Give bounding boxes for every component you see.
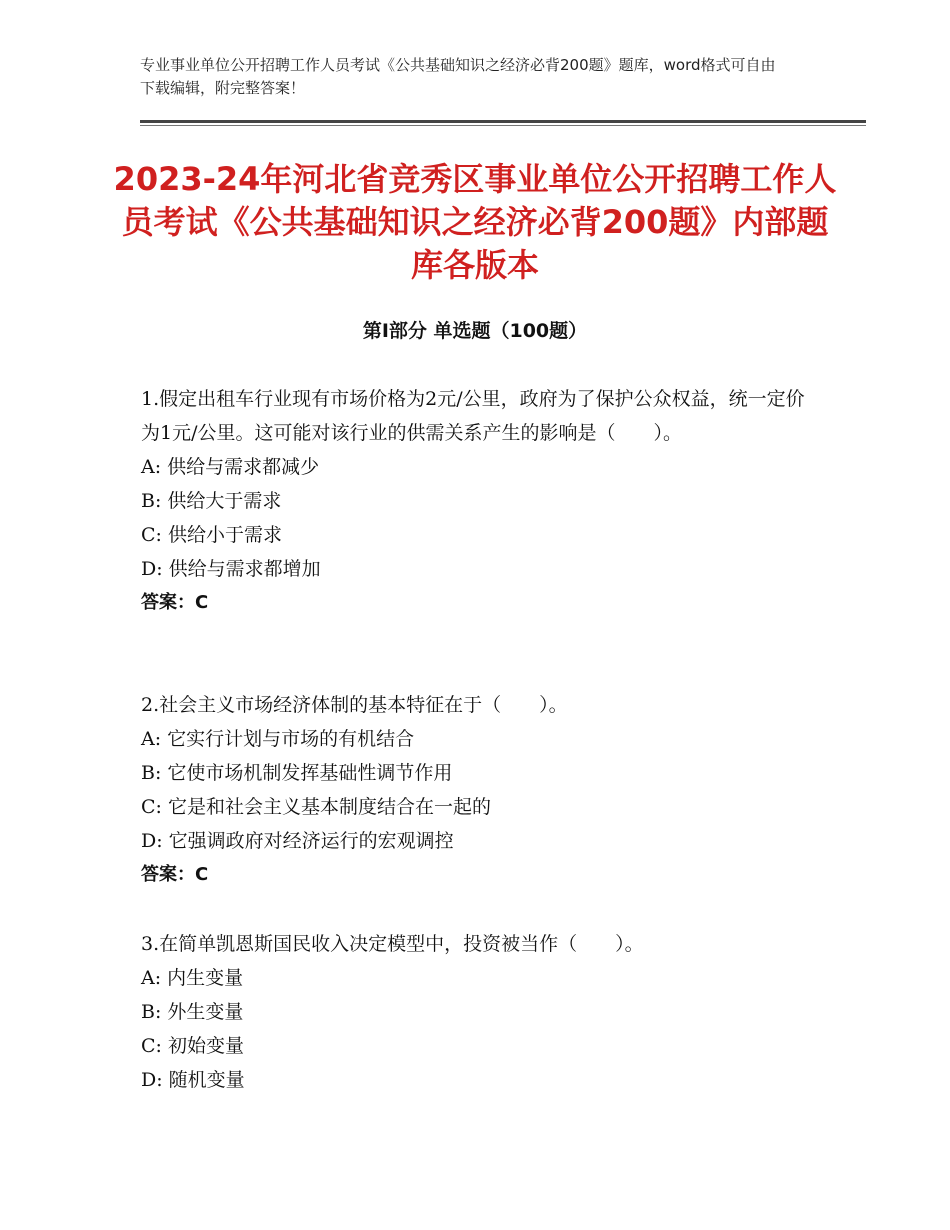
option-c: C: 初始变量 bbox=[141, 1035, 244, 1057]
question-3 bbox=[141, 927, 821, 1097]
answer: 答案：C bbox=[141, 864, 209, 885]
question-1 bbox=[141, 382, 821, 620]
option-d: D: 供给与需求都增加 bbox=[141, 558, 321, 580]
option-a: A: 内生变量 bbox=[141, 967, 244, 989]
option-c: C: 供给小于需求 bbox=[141, 524, 282, 546]
option-c: C: 它是和社会主义基本制度结合在一起的 bbox=[141, 796, 491, 818]
header-rule-thick bbox=[140, 120, 866, 123]
answer: 答案：C bbox=[141, 592, 209, 613]
question-stem: 2.社会主义市场经济体制的基本特征在于（ ）。 bbox=[141, 694, 568, 716]
option-b: B: 它使市场机制发挥基础性调节作用 bbox=[141, 762, 453, 784]
option-b: B: 外生变量 bbox=[141, 1001, 244, 1023]
option-d: D: 它强调政府对经济运行的宏观调控 bbox=[141, 830, 454, 852]
option-b: B: 供给大于需求 bbox=[141, 490, 282, 512]
option-d: D: 随机变量 bbox=[141, 1069, 245, 1091]
header-rule-thin bbox=[140, 125, 866, 126]
option-a: A: 它实行计划与市场的有机结合 bbox=[141, 728, 415, 750]
question-stem: 1.假定出租车行业现有市场价格为2元/公里，政府为了保护公众权益，统一定价为1元/公里。这可能对该行业的供需关系产生的影响是（ ）。 bbox=[141, 388, 805, 444]
section-title: 第Ⅰ部分 单选题（100题） bbox=[362, 320, 588, 342]
option-a: A: 供给与需求都减少 bbox=[141, 456, 320, 478]
document-title: 2023-24年河北省竞秀区事业单位公开招聘工作人员考试《公共基础知识之经济必背200题》内部题库各版本 bbox=[113, 160, 837, 284]
header-note: 专业事业单位公开招聘工作人员考试《公共基础知识之经济必背200题》题库，word格式可自由下载编辑，附完整答案！ bbox=[140, 56, 776, 97]
question-stem: 3.在简单凯恩斯国民收入决定模型中，投资被当作（ ）。 bbox=[141, 933, 644, 955]
question-2 bbox=[141, 688, 821, 892]
